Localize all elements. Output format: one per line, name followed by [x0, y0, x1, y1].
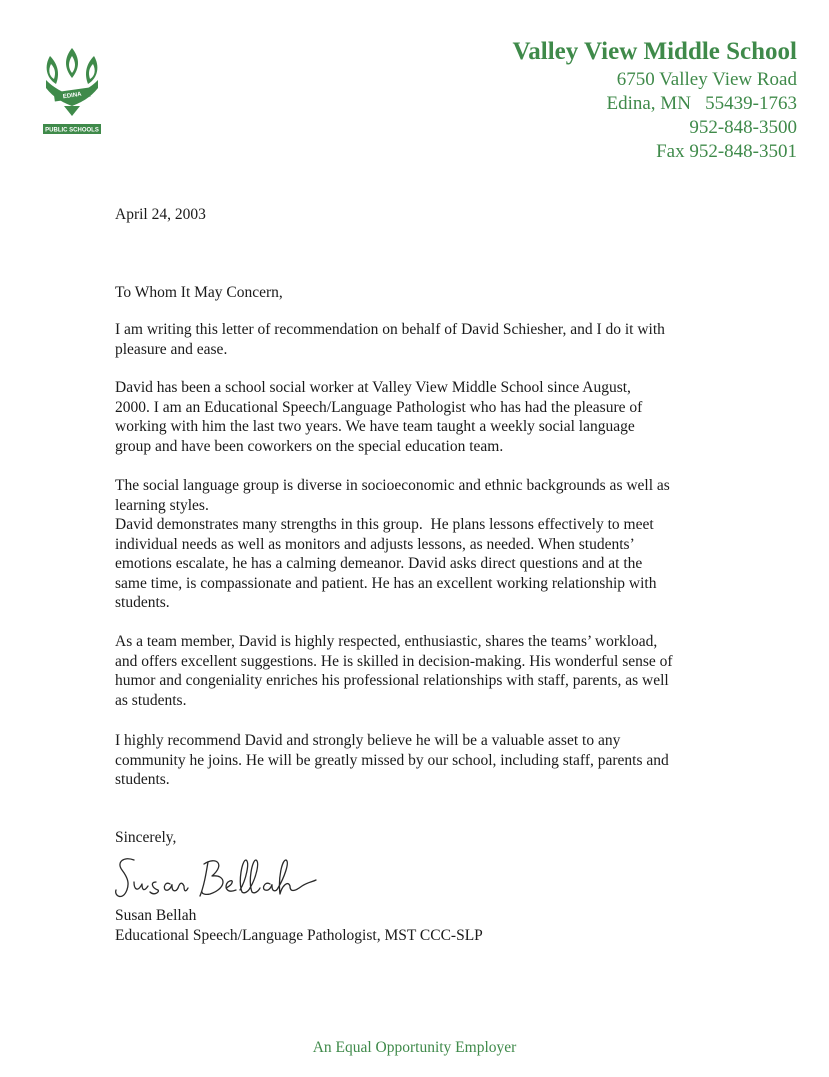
school-name: Valley View Middle School: [512, 38, 797, 65]
paragraph-4: [115, 632, 730, 710]
paragraph-line: I am writing this letter of recommendation on behalf of David Schiesher, and I do it with: [115, 321, 665, 338]
paragraph-line: community he joins. He will be greatly missed by our school, including staff, parents and: [115, 751, 669, 769]
paragraph-line: As a team member, David is highly respected, enthusiastic, shares the teams’ workload,: [115, 633, 658, 650]
paragraph-line: group and have been coworkers on the special education team.: [115, 437, 504, 455]
footer-eoe: An Equal Opportunity Employer: [312, 1039, 517, 1056]
paragraph-line: working with him the last two years. We have team taught a weekly social language: [115, 418, 635, 435]
fax-number: Fax 952-848-3501: [656, 141, 797, 162]
paragraph-line: learning styles.: [115, 496, 209, 514]
letter-date: April 24, 2003: [115, 206, 206, 223]
paragraph-line: humor and congeniality enriches his professional relationships with staff, parents, as well: [115, 672, 669, 689]
paragraph-line: David has been a school social worker at Valley View Middle School since August,: [115, 379, 631, 396]
paragraph-line: same time, is compassionate and patient. He has an excellent working relationship with: [115, 574, 657, 592]
city-state-zip: Edina, MN 55439-1763: [606, 93, 797, 114]
handwritten-signature: [112, 852, 322, 904]
paragraph-line: 2000. I am an Educational Speech/Language Pathologist who has had the pleasure of: [115, 398, 643, 416]
paragraph-line: students.: [115, 594, 170, 611]
paragraph-3: [115, 476, 730, 613]
street-address: 6750 Valley View Road: [616, 69, 797, 90]
paragraph-line: as students.: [115, 691, 187, 709]
signer-title: Educational Speech/Language Pathologist, MST CCC-SLP: [115, 926, 483, 944]
paragraph-line: I highly recommend David and strongly believe he will be a valuable asset to any: [115, 732, 621, 749]
district-logo: [40, 44, 104, 138]
paragraph-line: individual needs as well as monitors and adjusts lessons, as needed. When students’: [115, 535, 635, 553]
letterhead: [512, 36, 797, 164]
closing: Sincerely,: [115, 829, 177, 846]
paragraph-line: pleasure and ease.: [115, 340, 228, 358]
paragraph-line: and offers excellent suggestions. He is skilled in decision-making. His wonderful sense of: [115, 652, 673, 670]
signer-block: [115, 906, 730, 945]
salutation: To Whom It May Concern,: [115, 284, 283, 301]
logo-banner-text: PUBLIC SCHOOLS: [45, 127, 99, 134]
paragraph-line: The social language group is diverse in socioeconomic and ethnic backgrounds as well as: [115, 477, 670, 494]
paragraph-5: [115, 731, 730, 790]
signer-name: Susan Bellah: [115, 907, 197, 924]
paragraph-line: emotions escalate, he has a calming demeanor. David asks direct questions and at the: [115, 555, 643, 572]
paragraph-line: students.: [115, 771, 170, 788]
paragraph-1: [115, 320, 730, 359]
paragraph-2: [115, 378, 730, 456]
phone-number: 952-848-3500: [689, 117, 797, 138]
logo-badge-text: EDINA: [62, 91, 82, 101]
paragraph-line: David demonstrates many strengths in this group. He plans lessons effectively to meet: [115, 516, 654, 533]
